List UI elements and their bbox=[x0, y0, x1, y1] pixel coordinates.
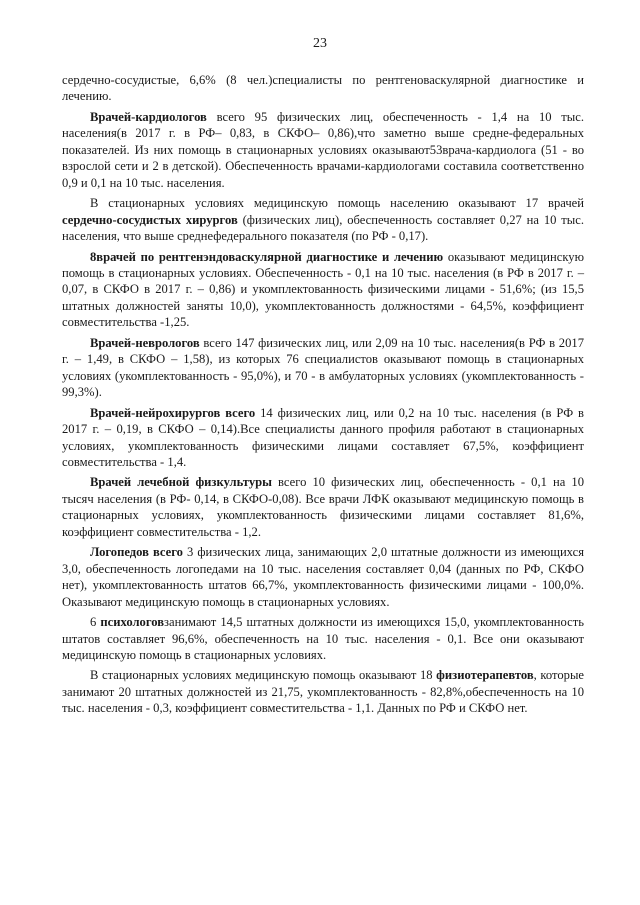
paragraph-text: В стационарных условиях медицинскую помощь населению оказывают 17 врачей bbox=[90, 196, 584, 211]
bold-term: психологов bbox=[100, 615, 165, 630]
paragraph-text: (физических лиц), обеспеченность составляет 0,27 на 10 тыс. населения, что выше среднефедерального показателя (по РФ - 0,17). bbox=[62, 212, 584, 244]
paragraph bbox=[62, 195, 584, 244]
paragraph bbox=[62, 72, 584, 105]
paragraph-text: оказывают медицинскую помощь в стационарных условиях. Обеспеченность - 0,1 на 10 тыс. населения (в РФ в 2017 г. – 0,07, в СКФО в 2017 г. – 0,86) и укомплектованность физическими лицами - 51,6%; (из 15,5 штатных должностей заняты 10,0), укомплектованность должностями - 64,5%, коэффициент совместительства -1,25. bbox=[62, 249, 584, 330]
bold-term: физиотерапевтов bbox=[436, 668, 534, 683]
paragraph-text: сердечно-сосудистые, 6,6% (8 чел.)специалисты по рентгеноваскулярной диагностике и лечению. bbox=[62, 73, 584, 104]
page-number: 23 bbox=[313, 36, 327, 51]
bold-term: Врачей-кардиологов bbox=[90, 109, 207, 124]
bold-term: сердечно-сосудистых хирургов bbox=[62, 212, 238, 227]
bold-term: Логопедов всего bbox=[90, 545, 183, 560]
bold-term: 8врачей по рентгенэндоваскулярной диагностике и лечению bbox=[90, 249, 444, 264]
paragraph bbox=[62, 109, 584, 191]
paragraph bbox=[62, 667, 584, 716]
paragraph bbox=[62, 614, 584, 663]
paragraph bbox=[62, 474, 584, 540]
paragraph-text: В стационарных условиях медицинскую помощь оказывают 18 bbox=[90, 668, 437, 683]
paragraph-text: всего 147 физических лиц, или 2,09 на 10 тыс. населения(в РФ в 2017 г. – 1,49, в СКФО – 1,58), из которых 76 специалистов оказывают помощь в стационарных условиях (укомплектованность - 95,0%), и 70 - в амбулаторных условиях (укомплектованность - 99,3%). bbox=[62, 335, 584, 400]
paragraph-text: 6 bbox=[90, 615, 101, 630]
paragraph bbox=[62, 405, 584, 471]
paragraph bbox=[62, 249, 584, 331]
paragraph bbox=[62, 335, 584, 401]
document-body bbox=[62, 72, 584, 717]
paragraph-text: всего 10 физических лиц, обеспеченность - 0,1 на 10 тысяч населения (в РФ- 0,14, в СКФО-0,08). Все врачи ЛФК оказывают медицинскую помощь в стационарных условиях, укомплектованность физическими лицами составляет 81,6%, коэффициент совместительства - 1,2. bbox=[62, 475, 584, 539]
paragraph-text: 14 физических лиц, или 0,2 на 10 тыс. населения (в РФ в 2017 г. – 0,19, в СКФО – 0,14).Все специалисты данного профиля работают в стационарных условиях, укомплектованность физическими лицами составляет 67,5%, коэффициент совместительства - 1,4. bbox=[62, 405, 584, 469]
paragraph-text: 3 физических лица, занимающих 2,0 штатные должности из имеющихся 3,0, обеспеченность логопедами на 10 тыс. населения составляет 0,04 (данных по РФ, СКФО нет), укомплектованность штатов 66,7%, укомплектованность физическими лицами - 100,0%. Оказывают медицинскую помощь в стационарных условиях. bbox=[62, 545, 584, 609]
paragraph-text: занимают 14,5 штатных должности из имеющихся 15,0, укомплектованность штатов составляет 96,6%, обеспеченность на 10 тыс. населения - 0,1. Все они оказывают медицинскую помощь в стационарных условиях. bbox=[62, 615, 584, 662]
paragraph-text: , которые занимают 20 штатных должностей из 21,75, укомплектованность - 82,8%,обеспеченность на 10 тыс. населения - 0,3, коэффициент совместительства - 1,1. Данных по РФ и СКФО нет. bbox=[62, 668, 584, 716]
bold-term: Врачей-нейрохирургов всего bbox=[90, 405, 256, 420]
paragraph-text: всего 95 физических лиц, обеспеченность - 1,4 на 10 тыс. населения(в 2017 г. в РФ– 0,83, в СКФО– 0,86),что заметно выше средне-федеральных показателей. Из них помощь в стационарных условиях оказывают53врача-кардиолога (51 - во взрослой сети и 2 в детской). Обеспеченность врачами-кардиологами составила соответственно 0,9 и 0,1 на 10 тыс. населения. bbox=[62, 109, 584, 190]
bold-term: Врачей лечебной физкультуры bbox=[90, 475, 272, 490]
bold-term: Врачей-неврологов bbox=[90, 335, 200, 350]
paragraph bbox=[62, 544, 584, 610]
